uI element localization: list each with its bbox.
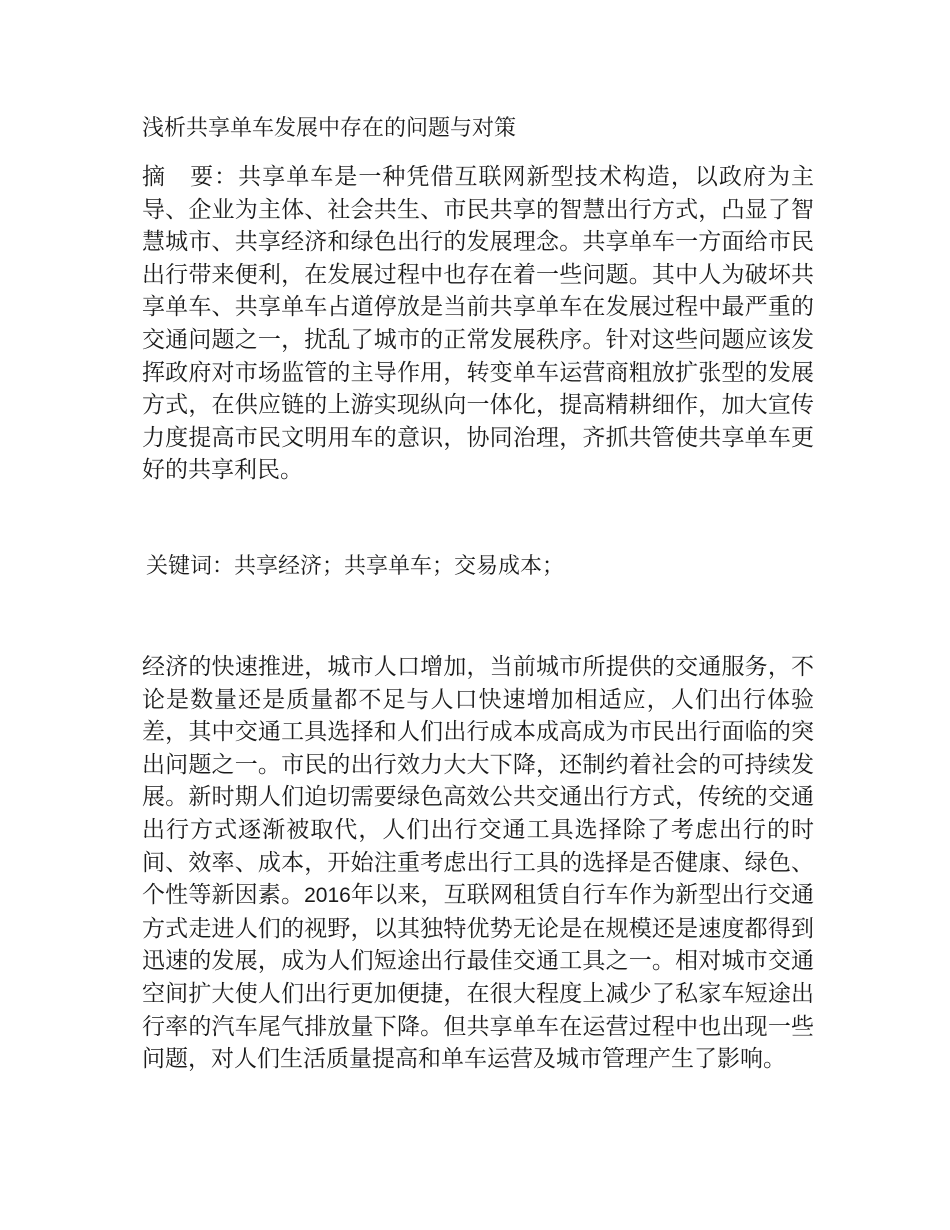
body-year: 2016: [304, 884, 351, 908]
body-text-part-2: 年以来，互联网租赁自行车作为新型出行交通方式走进人们的视野，以其独特优势无论是在规模还是速度都得到迅速的发展，成为人们短途出行最佳交通工具之一。相对城市交通空间扩大使人们出行更加便捷，在很大程度上减少了私家车短途出行率的汽车尾气排放量下降。但共享单车在运营过程中也出现一些问题，对人们生活质量提高和单车运营及城市管理产生了影响。: [142, 882, 815, 1073]
body-paragraph: [142, 651, 814, 1076]
abstract-paragraph: 摘 要：共享单车是一种凭借互联网新型技术构造，以政府为主导、企业为主体、社会共生、市民共享的智慧出行方式，凸显了智慧城市、共享经济和绿色出行的发展理念。共享单车一方面给市民出行带来便利，在发展过程中也存在着一些问题。其中人为破坏共享单车、共享单车占道停放是当前共享单车在发展过程中最严重的交通问题之一，扰乱了城市的正常发展秩序。针对这些问题应该发挥政府对市场监管的主导作用，转变单车运营商粗放扩张型的发展方式，在供应链的上游实现纵向一体化，提高精耕细作，加大宣传力度提高市民文明用车的意识，协同治理，齐抓共管使共享单车更好的共享利民。: [142, 164, 814, 484]
keywords-line: 关键词：共享经济；共享单车；交易成本；: [146, 554, 565, 579]
body-text-part-1: 经济的快速推进，城市人口增加，当前城市所提供的交通服务，不论是数量还是质量都不足与人口快速增加相适应，人们出行体验差，其中交通工具选择和人们出行成本成高成为市民出行面临的突出问题之一。市民的出行效力大大下降，还制约着社会的可持续发展。新时期人们迫切需要绿色高效公共交通出行方式，传统的交通出行方式逐渐被取代，人们出行交通工具选择除了考虑出行的时间、效率、成本，开始注重考虑出行工具的选择是否健康、绿色、个性等新因素。: [142, 654, 814, 909]
document-title: 浅析共享单车发展中存在的问题与对策: [142, 116, 517, 141]
